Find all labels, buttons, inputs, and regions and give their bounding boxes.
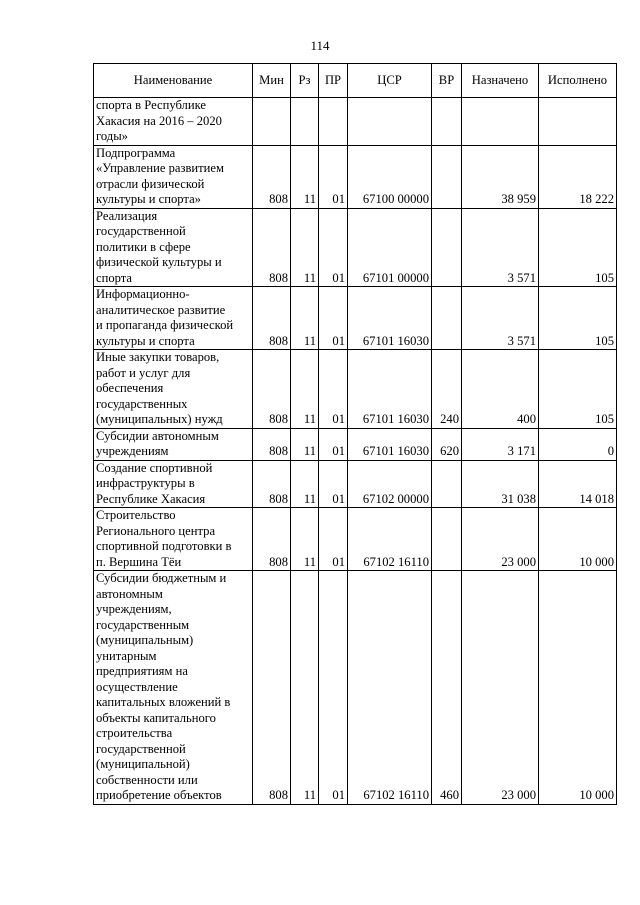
cell-vr: [432, 460, 462, 508]
cell-min: [253, 98, 291, 146]
cell-vr: 460: [432, 571, 462, 805]
cell-name: Строительство Регионального центра спортивной подготовки в п. Вершина Тёи: [94, 508, 253, 571]
cell-pr: 01: [319, 145, 348, 208]
cell-rz: 11: [291, 571, 319, 805]
cell-name: Создание спортивной инфраструктуры в Республике Хакасия: [94, 460, 253, 508]
cell-rz: 11: [291, 350, 319, 429]
cell-name: Иные закупки товаров, работ и услуг для обеспечения государственных (муниципальных) нужд: [94, 350, 253, 429]
table-row: [94, 287, 617, 350]
cell-executed: 105: [539, 287, 617, 350]
header-executed: Исполнено: [539, 64, 617, 98]
budget-table: [93, 63, 617, 805]
table-row: [94, 208, 617, 287]
header-assigned: Назначено: [462, 64, 539, 98]
cell-csr: 67101 16030: [348, 287, 432, 350]
cell-executed: 105: [539, 208, 617, 287]
cell-csr: 67101 16030: [348, 428, 432, 460]
cell-csr: [348, 98, 432, 146]
header-rz: Рз: [291, 64, 319, 98]
cell-name: Реализация государственной политики в сфере физической культуры и спорта: [94, 208, 253, 287]
cell-executed: 105: [539, 350, 617, 429]
header-csr: ЦСР: [348, 64, 432, 98]
cell-pr: 01: [319, 350, 348, 429]
cell-assigned: 31 038: [462, 460, 539, 508]
cell-min: 808: [253, 571, 291, 805]
cell-csr: 67102 00000: [348, 460, 432, 508]
table-row: [94, 428, 617, 460]
cell-executed: 10 000: [539, 508, 617, 571]
cell-rz: [291, 98, 319, 146]
cell-rz: 11: [291, 287, 319, 350]
cell-pr: 01: [319, 571, 348, 805]
table-row: [94, 508, 617, 571]
cell-min: 808: [253, 428, 291, 460]
cell-executed: 18 222: [539, 145, 617, 208]
cell-rz: 11: [291, 460, 319, 508]
table-row: [94, 98, 617, 146]
cell-executed: [539, 98, 617, 146]
cell-assigned: 3 571: [462, 208, 539, 287]
cell-rz: 11: [291, 145, 319, 208]
cell-executed: 10 000: [539, 571, 617, 805]
table-row: [94, 460, 617, 508]
cell-vr: 240: [432, 350, 462, 429]
cell-assigned: [462, 98, 539, 146]
cell-pr: 01: [319, 428, 348, 460]
cell-csr: 67102 16110: [348, 508, 432, 571]
cell-min: 808: [253, 460, 291, 508]
cell-min: 808: [253, 208, 291, 287]
cell-csr: 67102 16110: [348, 571, 432, 805]
cell-rz: 11: [291, 208, 319, 287]
cell-assigned: 23 000: [462, 508, 539, 571]
cell-pr: [319, 98, 348, 146]
cell-pr: 01: [319, 208, 348, 287]
cell-executed: 14 018: [539, 460, 617, 508]
cell-min: 808: [253, 145, 291, 208]
cell-pr: 01: [319, 460, 348, 508]
header-min: Мин: [253, 64, 291, 98]
cell-name: спорта в Республике Хакасия на 2016 – 2020 годы»: [94, 98, 253, 146]
table-header-row: [94, 64, 617, 98]
cell-name: Субсидии автономным учреждениям: [94, 428, 253, 460]
cell-vr: [432, 508, 462, 571]
cell-assigned: 3 571: [462, 287, 539, 350]
cell-csr: 67100 00000: [348, 145, 432, 208]
cell-executed: 0: [539, 428, 617, 460]
cell-rz: 11: [291, 428, 319, 460]
cell-assigned: 400: [462, 350, 539, 429]
page-number: 114: [310, 38, 330, 53]
cell-assigned: 23 000: [462, 571, 539, 805]
cell-min: 808: [253, 287, 291, 350]
table-row: [94, 145, 617, 208]
cell-vr: [432, 208, 462, 287]
cell-min: 808: [253, 350, 291, 429]
cell-pr: 01: [319, 287, 348, 350]
cell-vr: [432, 287, 462, 350]
cell-vr: [432, 145, 462, 208]
cell-name: Подпрограмма «Управление развитием отрасли физической культуры и спорта»: [94, 145, 253, 208]
cell-csr: 67101 00000: [348, 208, 432, 287]
cell-csr: 67101 16030: [348, 350, 432, 429]
cell-vr: [432, 98, 462, 146]
cell-vr: 620: [432, 428, 462, 460]
cell-pr: 01: [319, 508, 348, 571]
table-row: [94, 350, 617, 429]
cell-name: Информационно- аналитическое развитие и пропаганда физической культуры и спорта: [94, 287, 253, 350]
cell-assigned: 3 171: [462, 428, 539, 460]
cell-assigned: 38 959: [462, 145, 539, 208]
header-name: Наименование: [94, 64, 253, 98]
cell-name: Субсидии бюджетным и автономным учреждениям, государственным (муниципальным) унитарным предприятиям на осуществление капитальных вложений в объекты капитального строительства государственной (муниципальной) собственности или приобретение объектов: [94, 571, 253, 805]
cell-min: 808: [253, 508, 291, 571]
table-row: [94, 571, 617, 805]
cell-rz: 11: [291, 508, 319, 571]
header-pr: ПР: [319, 64, 348, 98]
header-vr: ВР: [432, 64, 462, 98]
